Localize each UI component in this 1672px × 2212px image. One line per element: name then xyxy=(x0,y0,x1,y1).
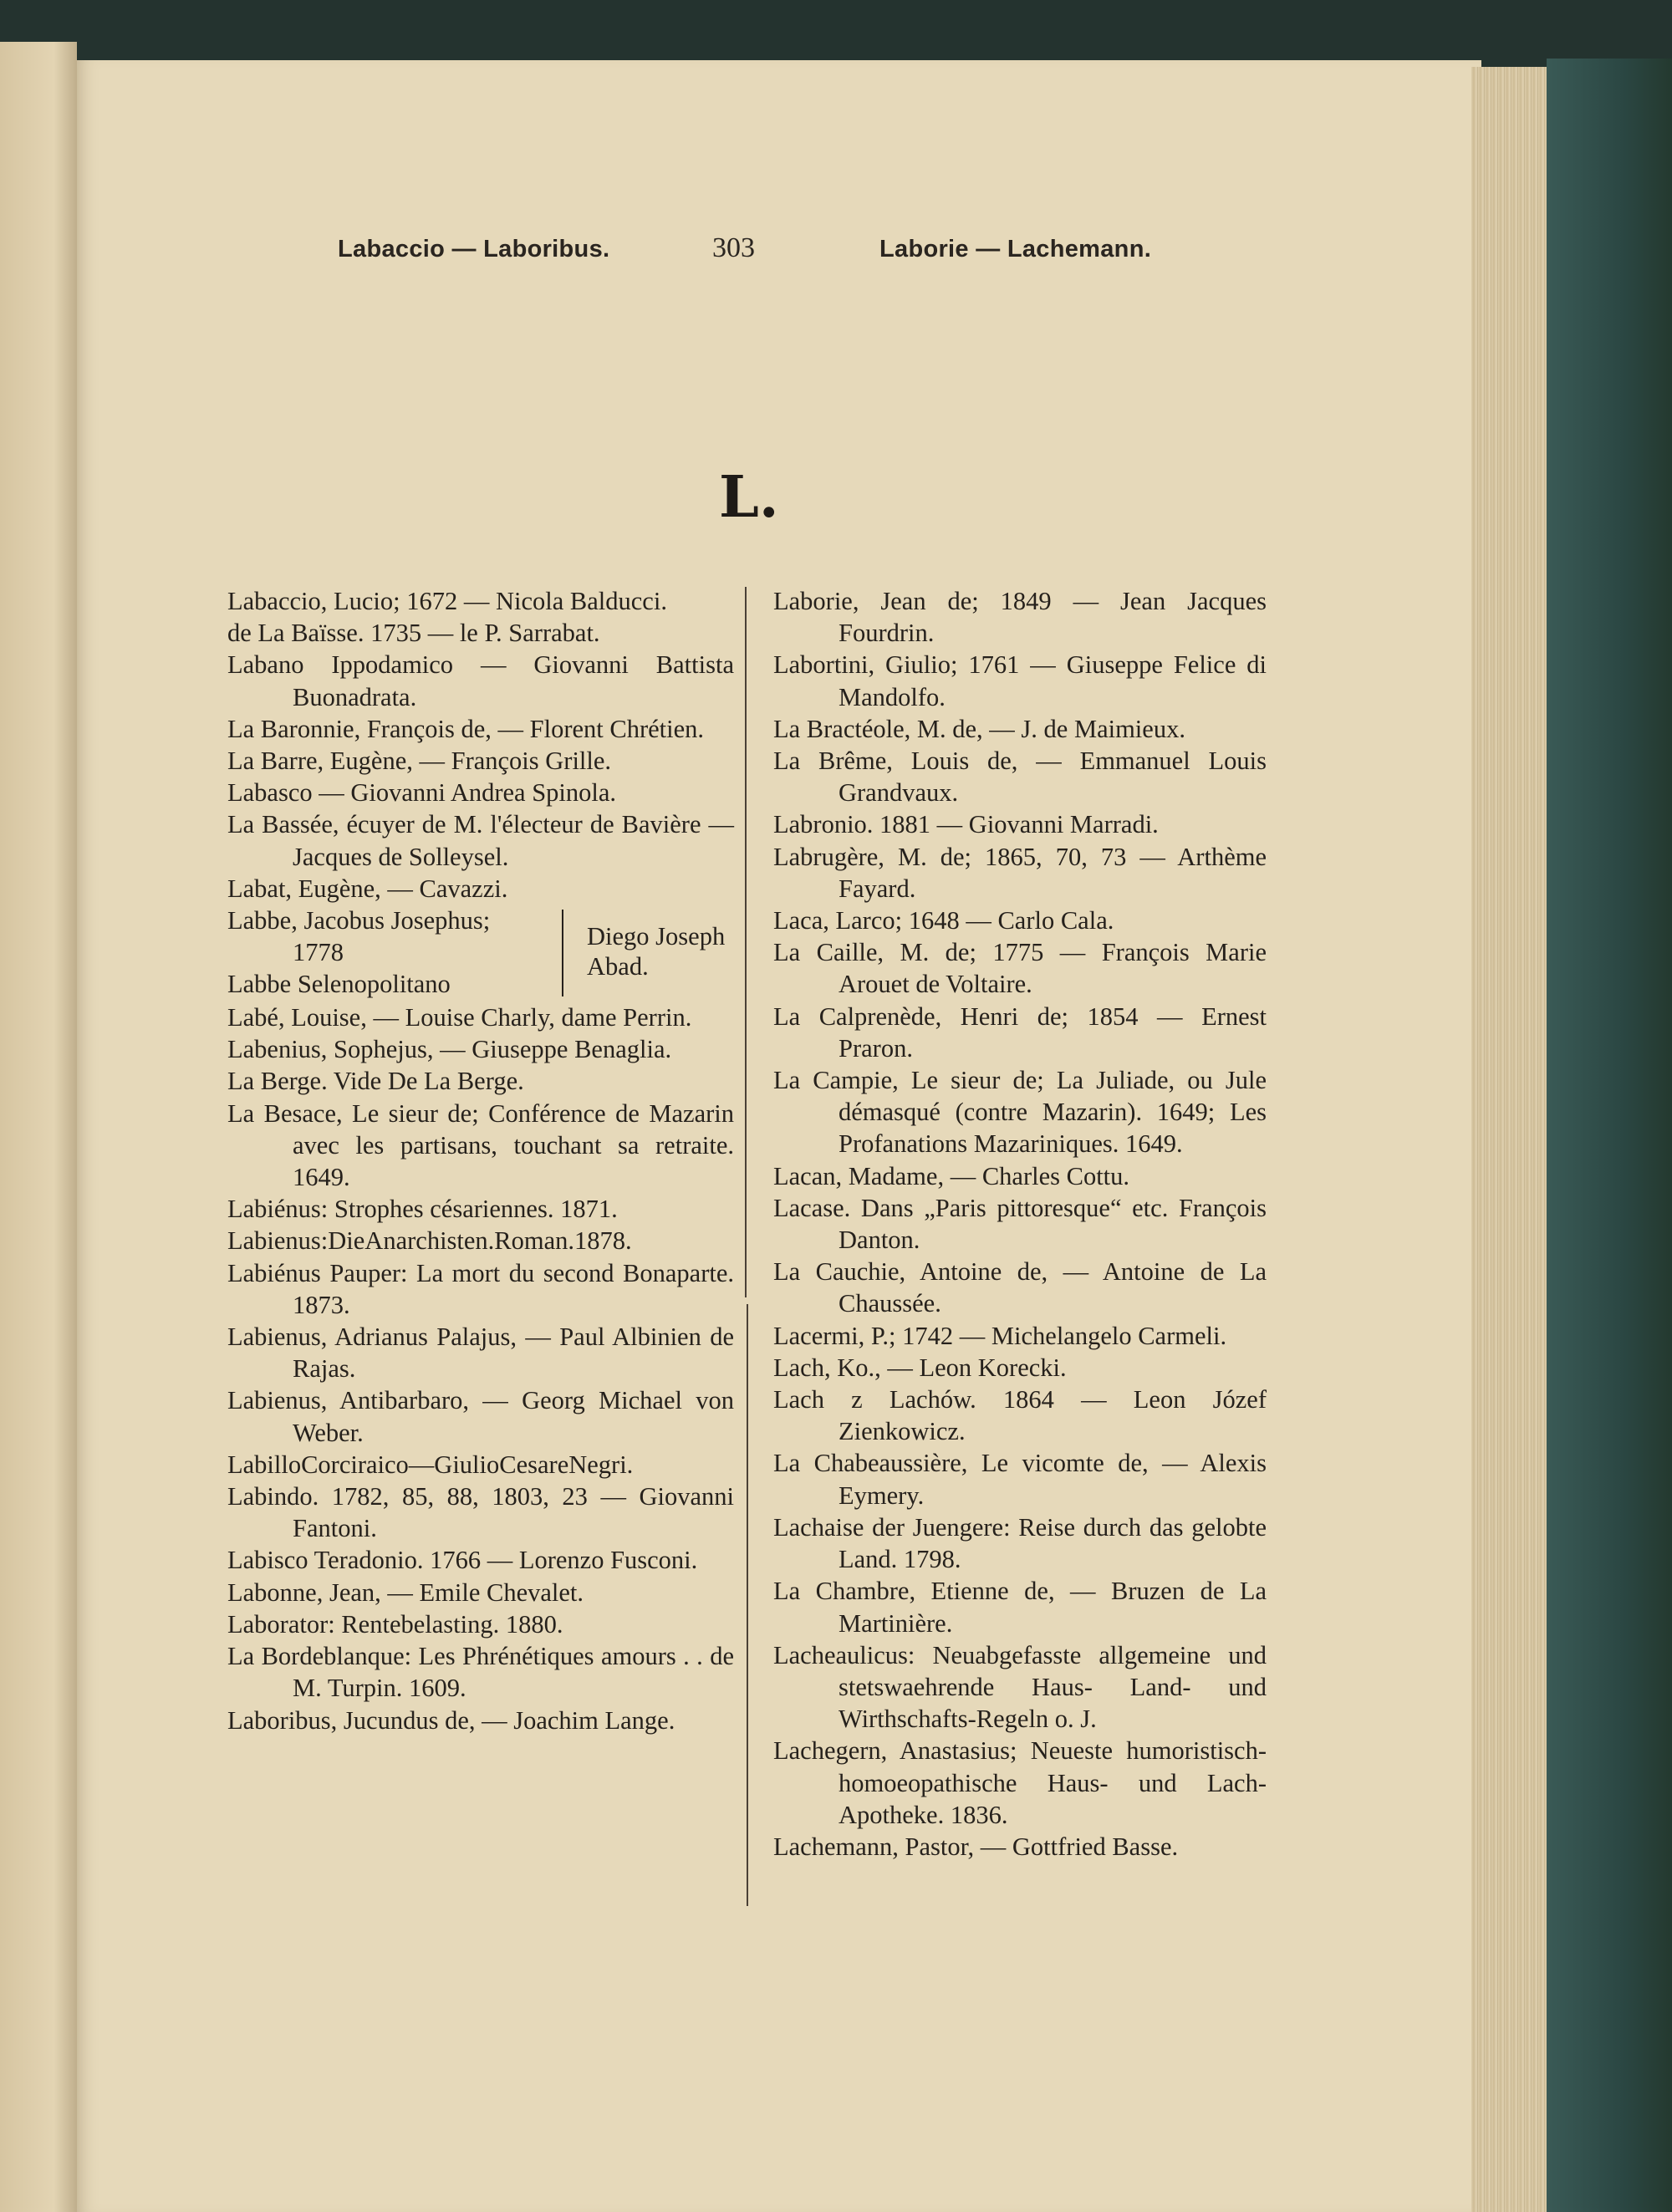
index-entry: Labonne, Jean, — Emile Chevalet. xyxy=(227,1577,584,1607)
brace-mark xyxy=(562,910,572,996)
running-head-left: Labaccio — Laboribus. xyxy=(338,236,610,262)
page-block-edges xyxy=(1471,67,1547,2212)
index-entry: La Bassée, écuyer de M. l'électeur de Bavière — Jacques de Solleysel. xyxy=(227,810,734,871)
index-entry: Lacheaulicus: Neuabgefasste allgemeine und stetswaehrende Haus- Land- und Wirthschafts-Regeln o. J. xyxy=(773,1640,1267,1734)
page-number: 303 xyxy=(712,232,755,263)
index-entry: Laboribus, Jucundus de, — Joachim Lange. xyxy=(227,1705,675,1735)
column-rule xyxy=(747,1304,748,1906)
index-entry: La Baronnie, François de, — Florent Chrétien. xyxy=(227,714,705,743)
index-entry: Labiénus: Strophes césariennes. 1871. xyxy=(227,1195,618,1224)
index-entry: Labienus, Adrianus Palajus, — Paul Albinien de Rajas. xyxy=(227,1323,734,1384)
index-entry: de La Baïsse. 1735 — le P. Sarrabat. xyxy=(227,619,600,648)
index-entry: La Chabeaussière, Le vicomte de, — Alexis Eymery. xyxy=(773,1449,1267,1510)
index-entry: Labano Ippodamico — Giovanni Battista Buonadrata. xyxy=(227,650,734,711)
index-entry: Lacan, Madame, — Charles Cottu. xyxy=(773,1161,1130,1190)
index-entry: Labiénus Pauper: La mort du second Bonaparte. 1873. xyxy=(227,1258,734,1319)
left-column xyxy=(227,585,734,1736)
running-head-right: Laborie — Lachemann. xyxy=(879,236,1152,262)
index-entry: Lacase. Dans „Paris pittoresque“ etc. François Danton. xyxy=(773,1193,1267,1255)
labbe-line-3: Labbe Selenopolitano xyxy=(227,970,451,999)
index-entry: Lachaise der Juengere: Reise durch das gelobte Land. 1798. xyxy=(773,1512,1267,1574)
left-entries-a xyxy=(227,585,734,905)
index-entry: Laborator: Rentebelasting. 1880. xyxy=(227,1609,563,1639)
right-entries xyxy=(773,585,1267,1863)
labbe-line-2: 1778 xyxy=(293,938,344,967)
index-entry: Labienus:DieAnarchisten.Roman.1878. xyxy=(227,1226,632,1256)
section-letter: L. xyxy=(719,464,779,531)
index-entry: La Calprenède, Henri de; 1854 — Ernest Praron. xyxy=(773,1002,1267,1063)
index-entry: Lachemann, Pastor, — Gottfried Basse. xyxy=(773,1832,1179,1861)
index-entry: Lachegern, Anastasius; Neueste humoristisch-homoeopathische Haus- und Lach-Apotheke. 1836. xyxy=(773,1736,1267,1829)
index-entry: La Bordeblanque: Les Phrénétiques amours . . de M. Turpin. 1609. xyxy=(227,1642,734,1703)
facing-page-edge xyxy=(0,42,77,2212)
index-entry: Labaccio, Lucio; 1672 — Nicola Balducci. xyxy=(227,587,667,615)
index-entry: Labrugère, M. de; 1865, 70, 73 — Arthème Fayard. xyxy=(773,842,1267,903)
labbe-entry-group xyxy=(227,905,734,1002)
index-entry: La Brême, Louis de, — Emmanuel Louis Grandvaux. xyxy=(773,747,1267,808)
index-entry: Labé, Louise, — Louise Charly, dame Perrin. xyxy=(227,1003,692,1032)
index-entry: La Campie, Le sieur de; La Juliade, ou Jule démasqué (contre Mazarin). 1649; Les Profanations Mazariniques. 1649. xyxy=(773,1066,1267,1159)
index-entry: Labindo. 1782, 85, 88, 1803, 23 — Giovanni Fantoni. xyxy=(227,1482,734,1543)
index-entry: Labisco Teradonio. 1766 — Lorenzo Fusconi. xyxy=(227,1546,698,1575)
index-entry: La Chambre, Etienne de, — Bruzen de La Martinière. xyxy=(773,1577,1267,1638)
index-entry: La Barre, Eugène, — François Grille. xyxy=(227,747,612,776)
index-entry: La Besace, Le sieur de; Conférence de Mazarin avec les partisans, touchant sa retraite. 1649. xyxy=(227,1098,734,1192)
index-entry: Labronio. 1881 — Giovanni Marradi. xyxy=(773,810,1159,839)
index-entry: La Berge. Vide De La Berge. xyxy=(227,1067,524,1096)
book-cover-cloth xyxy=(1547,59,1672,2212)
column-rule xyxy=(745,587,747,1297)
index-entry: Labasco — Giovanni Andrea Spinola. xyxy=(227,778,617,808)
left-entries-b xyxy=(227,1002,734,1736)
index-entry: La Cauchie, Antoine de, — Antoine de La Chaussée. xyxy=(773,1257,1267,1318)
index-entry: Laca, Larco; 1648 — Carlo Cala. xyxy=(773,906,1114,935)
index-entry: Laborie, Jean de; 1849 — Jean Jacques Fourdrin. xyxy=(773,587,1267,648)
index-entry: Labienus, Antibarbaro, — Georg Michael von Weber. xyxy=(227,1386,734,1447)
index-entry: La Caille, M. de; 1775 — François Marie Arouet de Voltaire. xyxy=(773,938,1267,999)
labbe-line-1: Labbe, Jacobus Josephus; xyxy=(227,906,491,935)
right-column xyxy=(773,585,1267,1863)
index-entry: La Bractéole, M. de, — J. de Maimieux. xyxy=(773,714,1185,743)
index-entry: Lach, Ko., — Leon Korecki. xyxy=(773,1353,1067,1382)
index-entry: Lacermi, P.; 1742 — Michelangelo Carmeli. xyxy=(773,1321,1227,1350)
index-entry: LabilloCorciraico—GiulioCesareNegri. xyxy=(227,1450,634,1479)
labbe-target: Diego Joseph Abad. xyxy=(587,922,726,981)
index-entry: Labortini, Giulio; 1761 — Giuseppe Felice di Mandolfo. xyxy=(773,650,1267,711)
index-entry: Lach z Lachów. 1864 — Leon Józef Zienkowicz. xyxy=(773,1385,1267,1446)
index-entry: Labenius, Sophejus, — Giuseppe Benaglia. xyxy=(227,1035,672,1064)
index-entry: Labat, Eugène, — Cavazzi. xyxy=(227,874,508,903)
